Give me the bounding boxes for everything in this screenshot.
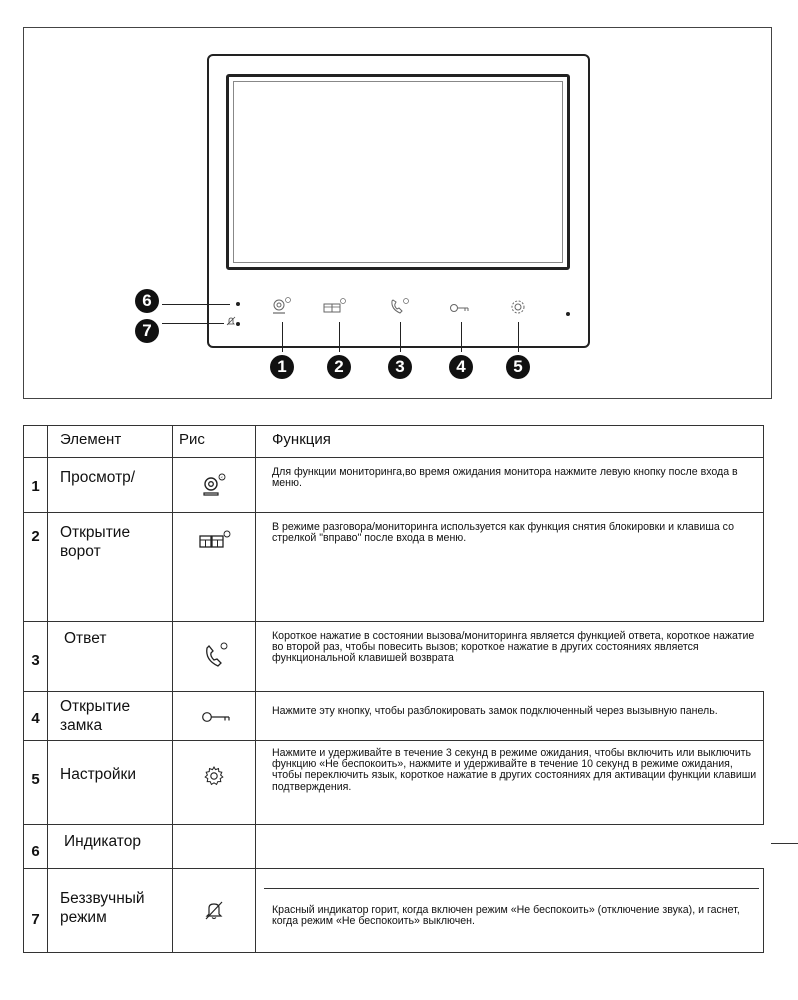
monitor-icon: [201, 472, 229, 498]
row-function: Для функции мониторинга,во время ожидания монитора нажмите левую кнопку после входа в меню.: [256, 458, 764, 513]
row-element: Открытие ворот: [48, 513, 173, 622]
row-function: Нажмите эту кнопку, чтобы разблокировать замок подключенный через вызывную панель.: [256, 692, 764, 741]
row-icon-cell: [173, 825, 256, 869]
row-element: Индикатор: [48, 825, 173, 869]
row6-inner-line: [264, 888, 759, 889]
row-icon-cell: [173, 622, 256, 692]
header-icon: Рис: [173, 426, 256, 458]
row-element: Настройки: [48, 741, 173, 825]
mute-small-icon: [226, 316, 236, 326]
table-row: [24, 741, 764, 825]
row-function: [256, 825, 764, 869]
callout-7: 7: [135, 319, 159, 343]
row-element: Беззвучный режим: [48, 869, 173, 953]
row-index: 1: [24, 458, 48, 513]
row-icon-cell: [173, 741, 256, 825]
answer-button-icon[interactable]: [388, 297, 412, 317]
row-function: Короткое нажатие в состоянии вызова/мониторинга является функцией ответа, короткое нажатие во второй раз, чтобы повесить вызов; короткое нажатие в других состояниях является функциональной клавишей возврата: [256, 622, 764, 692]
row-element: Просмотр/: [48, 458, 173, 513]
table-header-row: [24, 426, 764, 458]
header-function: Функция: [256, 426, 764, 458]
header-element: Элемент: [48, 426, 173, 458]
bell-mute-icon: [203, 899, 225, 921]
callout-5: 5: [506, 355, 530, 379]
table-row: [24, 458, 764, 513]
table-row: [24, 692, 764, 741]
gate-icon: [199, 529, 233, 551]
row-function: Красный индикатор горит, когда включен режим «Не беспокоить» (отключение звука), и гаснет, когда режим «Не беспокоить» выключен.: [256, 869, 764, 953]
table-row: [24, 825, 764, 869]
row-index: 6: [24, 825, 48, 869]
row-icon-cell: [173, 458, 256, 513]
row-icon-cell: [173, 692, 256, 741]
table-row: [24, 513, 764, 622]
monitor-screen: [226, 74, 570, 270]
gate-button-icon[interactable]: [322, 297, 346, 317]
table-row: [24, 869, 764, 953]
callout-1: 1: [270, 355, 294, 379]
row-index: 7: [24, 869, 48, 953]
row-element: Открытие замка: [48, 692, 173, 741]
callout-6: 6: [135, 289, 159, 313]
indicator-dot: [236, 302, 240, 306]
svg-text:<: <: [220, 474, 223, 480]
row-function: Нажмите и удерживайте в течение 3 секунд в режиме ожидания, чтобы включить или выключить функцию «Не беспокоить», нажмите и удерживайте в течение 10 секунд в режиме ожидания, чтобы переключить язык, короткое нажатие в других состояниях для активации функции клавиши подтверждения.: [256, 741, 764, 825]
callout-2: 2: [327, 355, 351, 379]
function-table: [23, 425, 764, 953]
extension-line: [771, 843, 798, 844]
row-index: 5: [24, 741, 48, 825]
monitor-button-icon[interactable]: [270, 296, 294, 316]
key-icon: [201, 710, 231, 724]
gear-icon: [203, 765, 225, 787]
row-index: 3: [24, 622, 48, 692]
row-index: 2: [24, 513, 48, 622]
mute-indicator-dot: [236, 322, 240, 326]
key-button-icon[interactable]: [448, 298, 472, 318]
power-dot: [566, 312, 570, 316]
phone-icon: [203, 640, 231, 670]
row-icon-cell: [173, 869, 256, 953]
row-element: Ответ: [48, 622, 173, 692]
row-function: В режиме разговора/мониторинга используется как функция снятия блокировки и клавиша со стрелкой "вправо" после входа в меню.: [256, 513, 764, 622]
table-row: [24, 622, 764, 692]
settings-button-icon[interactable]: [506, 297, 530, 317]
callout-3: 3: [388, 355, 412, 379]
callout-4: 4: [449, 355, 473, 379]
row-index: 4: [24, 692, 48, 741]
row-icon-cell: [173, 513, 256, 622]
